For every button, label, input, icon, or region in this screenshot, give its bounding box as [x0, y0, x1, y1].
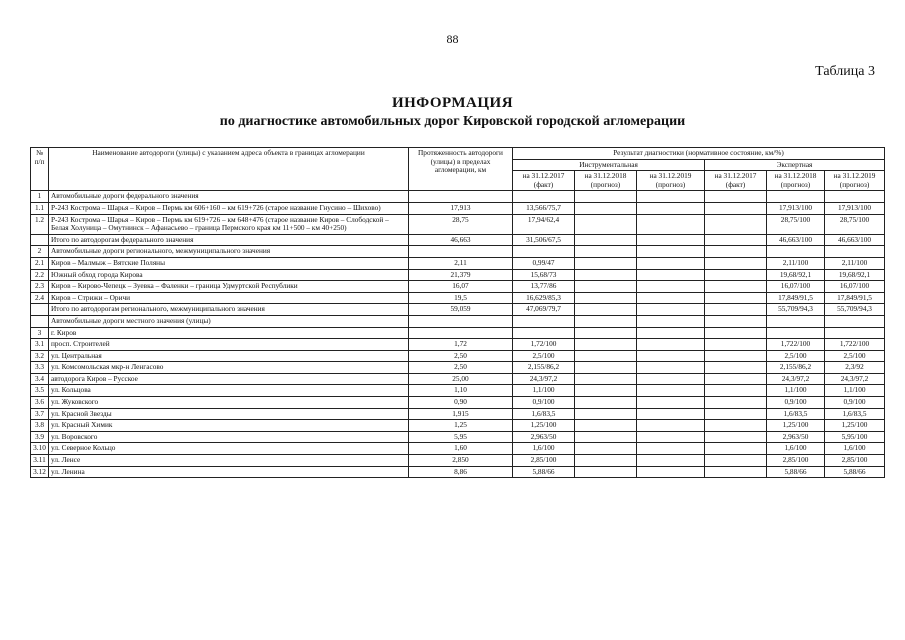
- row-length: [409, 246, 513, 258]
- row-length: [409, 327, 513, 339]
- table-row: [31, 408, 885, 420]
- row-instr-2019: [637, 281, 705, 293]
- row-num: 2.4: [31, 292, 49, 304]
- row-expert-2018: [767, 246, 825, 258]
- row-num: 1.1: [31, 202, 49, 214]
- row-num: 3.5: [31, 385, 49, 397]
- row-instr-2017: 15,68/73: [513, 269, 575, 281]
- header-date-expert-2017: на 31.12.2017 (факт): [705, 171, 767, 191]
- row-name: Автомобильные дороги местного значения (улицы): [49, 315, 409, 327]
- row-expert-2017: [705, 431, 767, 443]
- row-instr-2018: [575, 281, 637, 293]
- table-body: [31, 191, 885, 478]
- row-expert-2018: 17,849/91,5: [767, 292, 825, 304]
- row-num: 3.3: [31, 362, 49, 374]
- row-expert-2018: [767, 327, 825, 339]
- table-row: [31, 397, 885, 409]
- row-instr-2019: [637, 202, 705, 214]
- row-expert-2019: 5,88/66: [825, 466, 885, 478]
- row-expert-2017: [705, 350, 767, 362]
- row-expert-2018: 0,9/100: [767, 397, 825, 409]
- row-instr-2019: [637, 420, 705, 432]
- row-instr-2019: [637, 466, 705, 478]
- header-date-instr-2018: на 31.12.2018 (прогноз): [575, 171, 637, 191]
- row-name: Итого по автодорогам федерального значения: [49, 234, 409, 246]
- row-num: [31, 315, 49, 327]
- row-instr-2017: 1,1/100: [513, 385, 575, 397]
- row-expert-2019: 0,9/100: [825, 397, 885, 409]
- row-length: 25,00: [409, 373, 513, 385]
- row-length: 1,25: [409, 420, 513, 432]
- row-instr-2019: [637, 234, 705, 246]
- table-row: [31, 443, 885, 455]
- row-instr-2017: 17,94/62,4: [513, 214, 575, 234]
- row-instr-2018: [575, 350, 637, 362]
- row-num: 1: [31, 191, 49, 203]
- row-instr-2019: [637, 292, 705, 304]
- row-instr-2017: 24,3/97,2: [513, 373, 575, 385]
- row-num: 3.4: [31, 373, 49, 385]
- row-length: 1,915: [409, 408, 513, 420]
- table-label: Таблица 3: [815, 64, 875, 79]
- row-length: 5,95: [409, 431, 513, 443]
- row-instr-2019: [637, 443, 705, 455]
- row-expert-2018: 19,68/92,1: [767, 269, 825, 281]
- row-instr-2018: [575, 292, 637, 304]
- page-number: 88: [446, 32, 459, 46]
- row-expert-2018: [767, 191, 825, 203]
- table-row: [31, 420, 885, 432]
- row-expert-2018: 1,6/100: [767, 443, 825, 455]
- row-instr-2018: [575, 214, 637, 234]
- row-expert-2018: 2,963/50: [767, 431, 825, 443]
- row-instr-2019: [637, 246, 705, 258]
- row-expert-2019: [825, 246, 885, 258]
- row-expert-2019: 24,3/97,2: [825, 373, 885, 385]
- row-instr-2018: [575, 466, 637, 478]
- row-expert-2017: [705, 246, 767, 258]
- row-expert-2019: 16,07/100: [825, 281, 885, 293]
- row-expert-2017: [705, 315, 767, 327]
- row-instr-2019: [637, 339, 705, 351]
- row-instr-2018: [575, 315, 637, 327]
- row-num: 3.6: [31, 397, 49, 409]
- row-expert-2019: 1,6/83,5: [825, 408, 885, 420]
- row-length: 2,11: [409, 257, 513, 269]
- table-row: [31, 327, 885, 339]
- row-instr-2018: [575, 304, 637, 316]
- row-expert-2018: 1,722/100: [767, 339, 825, 351]
- header-date-expert-2019: на 31.12.2019 (прогноз): [825, 171, 885, 191]
- row-length: [409, 315, 513, 327]
- row-num: 2.3: [31, 281, 49, 293]
- row-num: 3.9: [31, 431, 49, 443]
- row-length: 19,5: [409, 292, 513, 304]
- row-expert-2018: 1,1/100: [767, 385, 825, 397]
- row-num: 2.2: [31, 269, 49, 281]
- row-length: 17,913: [409, 202, 513, 214]
- row-instr-2017: 2,155/86,2: [513, 362, 575, 374]
- row-length: [409, 191, 513, 203]
- row-expert-2019: 2,5/100: [825, 350, 885, 362]
- row-length: 46,663: [409, 234, 513, 246]
- table-row: [31, 455, 885, 467]
- row-expert-2019: 1,1/100: [825, 385, 885, 397]
- row-expert-2017: [705, 420, 767, 432]
- row-instr-2018: [575, 362, 637, 374]
- table-row: [31, 234, 885, 246]
- row-length: 16,07: [409, 281, 513, 293]
- row-instr-2018: [575, 269, 637, 281]
- row-num: 1.2: [31, 214, 49, 234]
- row-length: 1,60: [409, 443, 513, 455]
- row-expert-2018: 16,07/100: [767, 281, 825, 293]
- row-length: 21,379: [409, 269, 513, 281]
- row-instr-2018: [575, 257, 637, 269]
- row-name: Киров – Кирово-Чепецк – Зуевка – Фаленки – граница Удмуртской Республики: [49, 281, 409, 293]
- row-expert-2017: [705, 327, 767, 339]
- table-row: [31, 431, 885, 443]
- row-expert-2019: [825, 191, 885, 203]
- row-expert-2018: [767, 315, 825, 327]
- row-expert-2018: 2,11/100: [767, 257, 825, 269]
- row-num: 3.10: [31, 443, 49, 455]
- header-date-instr-2019: на 31.12.2019 (прогноз): [637, 171, 705, 191]
- document-subtitle: по диагностике автомобильных дорог Кировской городской агломерации: [219, 114, 686, 129]
- row-instr-2017: 16,629/85,3: [513, 292, 575, 304]
- row-expert-2019: 1,6/100: [825, 443, 885, 455]
- row-length: 28,75: [409, 214, 513, 234]
- row-num: [31, 304, 49, 316]
- row-num: [31, 234, 49, 246]
- row-expert-2017: [705, 257, 767, 269]
- row-instr-2018: [575, 234, 637, 246]
- row-expert-2019: 28,75/100: [825, 214, 885, 234]
- row-name: ул. Красный Химик: [49, 420, 409, 432]
- table-row: [31, 315, 885, 327]
- row-instr-2017: 31,506/67,5: [513, 234, 575, 246]
- row-instr-2018: [575, 443, 637, 455]
- row-expert-2017: [705, 373, 767, 385]
- row-name: ул. Ленина: [49, 466, 409, 478]
- row-instr-2018: [575, 202, 637, 214]
- row-num: 3.8: [31, 420, 49, 432]
- table-row: [31, 214, 885, 234]
- row-expert-2018: 55,709/94,3: [767, 304, 825, 316]
- row-expert-2017: [705, 214, 767, 234]
- row-expert-2018: 2,155/86,2: [767, 362, 825, 374]
- row-instr-2017: [513, 327, 575, 339]
- row-expert-2018: 2,85/100: [767, 455, 825, 467]
- table-row: [31, 202, 885, 214]
- row-instr-2017: 13,566/75,7: [513, 202, 575, 214]
- row-name: ул. Ленсе: [49, 455, 409, 467]
- header-name: Наименование автодороги (улицы) с указанием адреса объекта в границах агломерации: [49, 148, 409, 191]
- row-expert-2019: [825, 327, 885, 339]
- row-num: 3: [31, 327, 49, 339]
- row-name: Южный обход города Кирова: [49, 269, 409, 281]
- row-num: 2: [31, 246, 49, 258]
- row-instr-2019: [637, 397, 705, 409]
- row-instr-2017: 47,069/79,7: [513, 304, 575, 316]
- row-expert-2017: [705, 362, 767, 374]
- table-row: [31, 191, 885, 203]
- row-name: Автомобильные дороги регионального, межмуниципального значения: [49, 246, 409, 258]
- table-row: [31, 350, 885, 362]
- row-name: автодорога Киров – Русское: [49, 373, 409, 385]
- row-expert-2017: [705, 304, 767, 316]
- row-instr-2018: [575, 373, 637, 385]
- row-expert-2019: 17,913/100: [825, 202, 885, 214]
- row-expert-2017: [705, 408, 767, 420]
- row-name: ул. Северное Кольцо: [49, 443, 409, 455]
- header-date-expert-2018: на 31.12.2018 (прогноз): [767, 171, 825, 191]
- row-expert-2018: 2,5/100: [767, 350, 825, 362]
- table-row: [31, 257, 885, 269]
- header-instrumental: Инструментальная: [513, 159, 705, 171]
- row-instr-2017: 2,963/50: [513, 431, 575, 443]
- row-instr-2019: [637, 362, 705, 374]
- row-expert-2019: 19,68/92,1: [825, 269, 885, 281]
- row-instr-2019: [637, 214, 705, 234]
- row-instr-2018: [575, 246, 637, 258]
- table-row: [31, 269, 885, 281]
- row-name: ул. Красной Звезды: [49, 408, 409, 420]
- row-instr-2019: [637, 408, 705, 420]
- row-instr-2018: [575, 339, 637, 351]
- row-instr-2019: [637, 350, 705, 362]
- row-name: Р-243 Кострома – Шарья – Киров – Пермь км 619+726 – км 648+476 (старое название Киров – Слободской – Белая Холуница – Омутнинск – Афанасьево – граница Пермского края км 11+500 – км 40+250): [49, 214, 409, 234]
- row-name: Киров – Малмыж – Вятские Поляны: [49, 257, 409, 269]
- row-instr-2017: 1,72/100: [513, 339, 575, 351]
- row-expert-2018: 5,88/66: [767, 466, 825, 478]
- row-instr-2019: [637, 269, 705, 281]
- table-row: [31, 292, 885, 304]
- row-instr-2018: [575, 327, 637, 339]
- row-expert-2019: [825, 315, 885, 327]
- row-instr-2017: 0,99/47: [513, 257, 575, 269]
- table-row: [31, 373, 885, 385]
- row-expert-2019: 2,85/100: [825, 455, 885, 467]
- row-instr-2019: [637, 327, 705, 339]
- row-expert-2019: 17,849/91,5: [825, 292, 885, 304]
- row-expert-2017: [705, 281, 767, 293]
- row-name: просп. Строителей: [49, 339, 409, 351]
- header-length: Протяженность автодороги (улицы) в пределах агломерации, км: [409, 148, 513, 191]
- row-length: 2,50: [409, 362, 513, 374]
- row-num: 2.1: [31, 257, 49, 269]
- row-expert-2018: 1,6/83,5: [767, 408, 825, 420]
- row-name: ул. Кольцова: [49, 385, 409, 397]
- row-instr-2019: [637, 373, 705, 385]
- row-instr-2017: [513, 315, 575, 327]
- row-expert-2019: 55,709/94,3: [825, 304, 885, 316]
- row-num: 3.12: [31, 466, 49, 478]
- row-name: ул. Воровского: [49, 431, 409, 443]
- row-name: ул. Жуковского: [49, 397, 409, 409]
- row-instr-2019: [637, 431, 705, 443]
- row-instr-2017: [513, 191, 575, 203]
- row-instr-2018: [575, 431, 637, 443]
- row-expert-2019: 2,11/100: [825, 257, 885, 269]
- row-expert-2017: [705, 269, 767, 281]
- row-expert-2019: 5,95/100: [825, 431, 885, 443]
- row-length: 2,50: [409, 350, 513, 362]
- row-expert-2017: [705, 202, 767, 214]
- row-length: 2,850: [409, 455, 513, 467]
- row-length: 1,10: [409, 385, 513, 397]
- row-expert-2017: [705, 397, 767, 409]
- row-expert-2017: [705, 443, 767, 455]
- row-expert-2017: [705, 234, 767, 246]
- header-date-instr-2017: на 31.12.2017 (факт): [513, 171, 575, 191]
- row-instr-2017: 13,77/86: [513, 281, 575, 293]
- row-num: 3.1: [31, 339, 49, 351]
- row-expert-2017: [705, 385, 767, 397]
- row-length: 0,90: [409, 397, 513, 409]
- row-name: Итого по автодорогам регионального, межмуниципального значения: [49, 304, 409, 316]
- row-instr-2018: [575, 397, 637, 409]
- row-expert-2017: [705, 455, 767, 467]
- row-name: Автомобильные дороги федерального значения: [49, 191, 409, 203]
- row-length: 59,059: [409, 304, 513, 316]
- row-instr-2017: 2,5/100: [513, 350, 575, 362]
- table-row: [31, 362, 885, 374]
- header-num: № п/п: [31, 148, 49, 191]
- row-expert-2017: [705, 191, 767, 203]
- table-row: [31, 304, 885, 316]
- header-result: Результат диагностики (нормативное состояние, км/%): [513, 148, 885, 160]
- row-instr-2019: [637, 191, 705, 203]
- row-length: 8,86: [409, 466, 513, 478]
- row-instr-2018: [575, 420, 637, 432]
- row-name: г. Киров: [49, 327, 409, 339]
- row-instr-2018: [575, 408, 637, 420]
- row-expert-2017: [705, 292, 767, 304]
- document-title: ИНФОРМАЦИЯ: [391, 95, 514, 111]
- diagnostics-table: [30, 147, 885, 478]
- table-row: [31, 281, 885, 293]
- row-expert-2018: 1,25/100: [767, 420, 825, 432]
- row-instr-2018: [575, 191, 637, 203]
- row-instr-2017: 0,9/100: [513, 397, 575, 409]
- row-expert-2019: 1,722/100: [825, 339, 885, 351]
- row-expert-2019: 46,663/100: [825, 234, 885, 246]
- row-expert-2019: 1,25/100: [825, 420, 885, 432]
- row-name: Киров – Стрижи – Оричи: [49, 292, 409, 304]
- row-num: 3.7: [31, 408, 49, 420]
- table-row: [31, 466, 885, 478]
- row-expert-2018: 17,913/100: [767, 202, 825, 214]
- row-expert-2018: 24,3/97,2: [767, 373, 825, 385]
- row-instr-2017: 5,88/66: [513, 466, 575, 478]
- row-length: 1,72: [409, 339, 513, 351]
- row-instr-2017: [513, 246, 575, 258]
- table-row: [31, 246, 885, 258]
- row-name: ул. Центральная: [49, 350, 409, 362]
- row-expert-2017: [705, 466, 767, 478]
- row-instr-2017: 1,6/83,5: [513, 408, 575, 420]
- row-name: ул. Комсомольская мкр-н Ленгасово: [49, 362, 409, 374]
- row-expert-2018: 28,75/100: [767, 214, 825, 234]
- row-instr-2019: [637, 315, 705, 327]
- row-instr-2019: [637, 304, 705, 316]
- row-num: 3.11: [31, 455, 49, 467]
- row-name: Р-243 Кострома – Шарья – Киров – Пермь км 606+160 – км 619+726 (старое название Гнусино – Шихово): [49, 202, 409, 214]
- row-expert-2019: 2,3/92: [825, 362, 885, 374]
- row-expert-2018: 46,663/100: [767, 234, 825, 246]
- table-row: [31, 339, 885, 351]
- row-instr-2017: 1,6/100: [513, 443, 575, 455]
- row-instr-2017: 1,25/100: [513, 420, 575, 432]
- header-expert: Экспертная: [705, 159, 885, 171]
- table-row: [31, 385, 885, 397]
- row-instr-2018: [575, 385, 637, 397]
- row-instr-2018: [575, 455, 637, 467]
- row-num: 3.2: [31, 350, 49, 362]
- row-instr-2019: [637, 385, 705, 397]
- row-instr-2019: [637, 455, 705, 467]
- row-expert-2017: [705, 339, 767, 351]
- row-instr-2019: [637, 257, 705, 269]
- row-instr-2017: 2,85/100: [513, 455, 575, 467]
